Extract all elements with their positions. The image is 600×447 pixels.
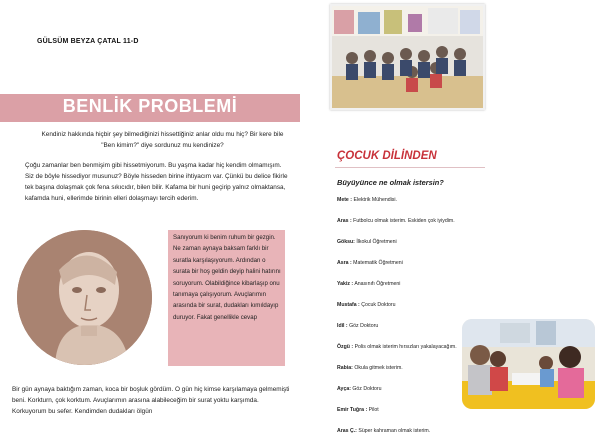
answer-item: Mete : Elektrik Mühendisi. [337, 197, 397, 203]
clay-bust-image [17, 230, 152, 365]
answer-item: Özgü : Polis olmak isterim hırsızları yakalayacağım. [337, 344, 457, 350]
answer-item: Ayça: Göz Doktoru [337, 386, 382, 392]
answer-item: Rabia: Okula gitmek isterim. [337, 365, 403, 371]
article-intro: Kendiniz hakkında hiçbir şey bilmediğinizi hissettiğiniz anlar oldu mu hiç? Bir kere bile "Ben kimim?" diye sordunuz mu kendinize? [41, 131, 284, 149]
answer-item: Mustafa : Çocuk Doktoru [337, 302, 396, 308]
article-paragraph-2: Bir gün aynaya baktığım zaman, koca bir boşluk gördüm. O gün hiç kimse karşılamaya gelmemişti beni. Korkturn, çok korktum. Avuçlarımın arasına alabileceğim bir surat yoktu karşımda. Korkuyorum bu sefer. Kendimden dudakları ölgün [12, 386, 290, 415]
title-divider [335, 167, 485, 168]
answer-item: Göksu: İlkokul Öğretmeni [337, 239, 397, 245]
interview-question: Büyüyünce ne olmak istersin? [337, 178, 444, 187]
article-paragraph-1: Çoğu zamanlar ben benmişim gibi hissetmiyorum. Bu yaşma kadar hiç kendim olmamışım. Siz de böyle hissediyor musunuz? Böyle hisseden birine ihtiyacım var. Çünkü bu delice fikirle tek başına dolaşmak çok fena sıkıcıdır, bilen bilir. Kafama bir huni geçirip yalnız olmaktansa, kafamda huni, ellerimde birinin elleri dolaşmayı tercih ederim. [25, 162, 288, 202]
answer-item: Idil : Göz Doktoru [337, 323, 379, 329]
article-title: BENLİK PROBLEMİ [62, 96, 238, 116]
author-name: GÜLSÜM BEYZA ÇATAL 11-D [37, 38, 139, 45]
answer-item: Aras Ç.: Süper kahraman olmak isterim. [337, 428, 431, 434]
answer-item: Yakiz : Anasınıfı Öğretmeni [337, 281, 401, 287]
quote-box-text: Sanıyorum ki benim ruhum bir gezgin. Ne zaman aynaya baksam farklı bir suratla karşılaşıyorum. Ardından o surata bir hoş geldin deyip halini hatırını soruyorum. Olabildiğince kibarlaşıp onu tanımaya çalışıyorum. Avuçlarımın arasında bir surat, dudakları kımıldayıp duruyor. Fakat genellikle cevap [173, 234, 281, 321]
classroom-photo [330, 4, 485, 110]
answer-item: Emir Tuğra : Pilot [337, 407, 379, 413]
answer-item: Asra : Matematik Öğretmeni [337, 260, 403, 266]
section-title: ÇOCUK DİLİNDEN [337, 150, 437, 162]
children-activity-photo [462, 319, 595, 409]
answer-item: Aras : Futbolcu olmak isterim. Eskiden çok iyiydim. [337, 218, 455, 224]
